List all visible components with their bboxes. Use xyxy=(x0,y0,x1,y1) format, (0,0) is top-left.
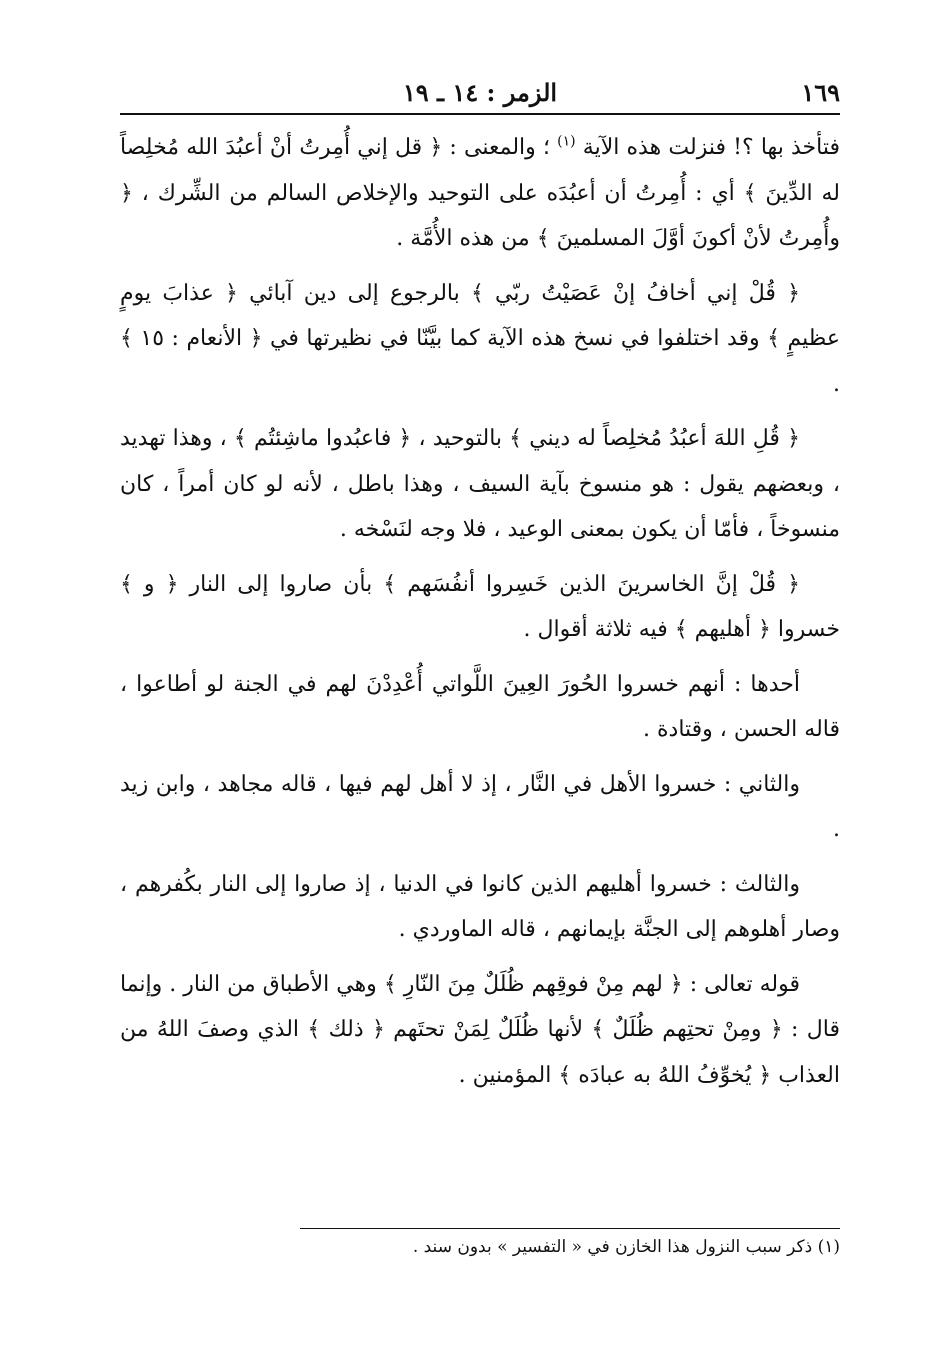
paragraph: والثالث : خسروا أهليهم الذين كانوا في الدنيا ، إذ صاروا إلى النار بكُفرهم ، وصار أهلوهم إلى الجنَّة بإيمانهم ، قاله الماوردي . xyxy=(120,871,840,942)
paragraph: فتأخذ بها ؟! فنزلت هذه الآية $^{(١)}$ ؛ والمعنى : ﴿ قل إني أُمِرتُ أنْ أعبُدَ الله مُخلِصاً له الدِّينَ ﴾ أي : أُمِرتُ أن أعبُدَه على التوحيد والإخلاص السالم من الشِّرك ، ﴿ وأُمِرتُ لأنْ أكونَ أوَّلَ المسلمينَ ﴾ من هذه الأُمَّة . xyxy=(120,133,841,251)
paragraph: والثاني : خسروا الأهل في النَّار ، إذ لا أهل لهم فيها ، قاله مجاهد ، وابن زيد . xyxy=(120,771,840,842)
header-rule xyxy=(120,113,840,115)
footnote-reference: (١) xyxy=(557,133,576,150)
page-number: ١٦٩ xyxy=(801,78,840,107)
page-header xyxy=(120,70,840,110)
paragraph: أحدها : أنهم خسروا الحُورَ العِينَ اللَّواتي أُعْدِدْنَ لهم في الجنة لو أطاعوا ، قاله الحسن ، وقتادة . xyxy=(120,671,840,742)
paragraph: ﴿ قُلْ إنَّ الخاسرينَ الذين خَسِروا أنفُسَهم ﴾ بأن صاروا إلى النار ﴿ و ﴾ خسروا ﴿ أهليهم ﴾ فيه ثلاثة أقوال . xyxy=(120,571,840,642)
paragraph: ﴿ قُلْ إني أخافُ إنْ عَصَيْتُ ربّي ﴾ بالرجوع إلى دين آبائي ﴿ عذابَ يومٍ عظيمٍ ﴾ وقد اختلفوا في نسخ هذه الآية كما بيَّنّا في نظيرتها في ﴿ الأنعام : ١٥ ﴾ . xyxy=(120,280,840,397)
footnote-rule xyxy=(300,1228,840,1229)
running-title: الزمر : ١٤ ـ ١٩ xyxy=(402,78,558,107)
paragraph: ﴿ قُلِ اللهَ أعبُدُ مُخلِصاً له ديني ﴾ بالتوحيد ، ﴿ فاعبُدوا ماشِئتُم ﴾ ، وهذا تهديد ، وبعضهم يقول : هو منسوخ بآية السيف ، وهذا باطل ، لأنه لو كان أمراً ، كان منسوخاً ، فأمّا أن يكون بمعنى الوعيد ، فلا وجه لنَسْخه . xyxy=(120,426,840,542)
paragraph: قوله تعالى : ﴿ لهم مِنْ فوقِهم ظُلَلٌ مِنَ النّارِ ﴾ وهي الأطباق من النار . وإنما قال : ﴿ ومِنْ تحتِهم ظُلَلٌ ﴾ لأنها ظُلَلٌ لِمَنْ تحتَهم ﴿ ذلك ﴾ الذي وصفَ اللهُ من العذاب ﴿ يُخوِّفُ اللهُ به عبادَه ﴾ المؤمنين . xyxy=(120,971,840,1088)
main-text xyxy=(120,125,840,1107)
footnote: (١) ذكر سبب النزول هذا الخازن في « التفسير » بدون سند . xyxy=(412,1237,840,1257)
